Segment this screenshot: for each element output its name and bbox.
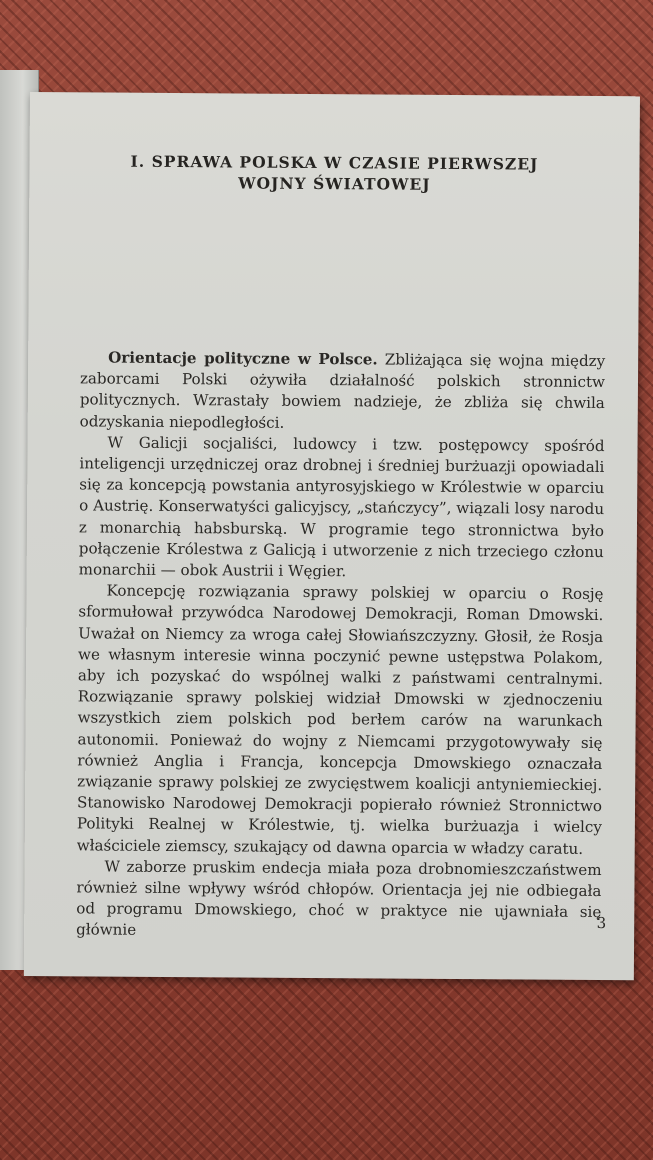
chapter-title: I. SPRAWA POLSKA W CZASIE PIERWSZEJ WOJNY ŚWIATOWEJ: [130, 151, 539, 194]
book-page: [24, 92, 640, 980]
paragraph-1: [80, 347, 606, 435]
paragraph-text: Koncepcję rozwiązania sprawy polskiej w oparciu o Rosję sformułował przywódca Narodowej Demokracji, Roman Dmowski. Uważał on Niemcy za wroga całej Słowiańszczyzny. Głosił, że Rosja we własnym interesie winna poczynić pewne ustępstwa Polakom, aby ich pozyskać do wspólnej walki z państwami centralnymi. Rozwiązanie sprawy polskiej widział Dmowski w zjednoczeniu wszystkich ziem polskich pod berłem carów na warunkach autonomii. Ponieważ do wojny z Niemcami przygotowywały się również Anglia i Francja, koncepcja Dmowskiego oznaczała związanie sprawy polskiej ze zwycięstwem koalicji antyniemieckiej. Stanowisko Narodowej Demokracji popierało również Stronnictwo Polityki Realnej w Królestwie, tj. wielka burżuazja i wielcy właściciele ziemscy, szukający od dawna oparcia w władzy caratu.: [76, 581, 604, 858]
paragraph-text: W zaborze pruskim endecja miała poza drobnomieszczaństwem również silne wpływy wśród chłopów. Orientacja jej nie odbiegała od programu Dmowskiego, choć w praktyce nie ujawniała się głównie: [76, 857, 602, 940]
paragraph-4: [76, 856, 602, 944]
paragraph-text: W Galicji socjaliści, ludowcy i tzw. postępowcy spośród inteligencji urzędniczej oraz drobnej i średniej burżuazji opowiadali się za koncepcją powstania antyrosyjskiego w Królestwie w oparciu o Austrię. Konserwatyści galicyjscy, „stańczycy”, wiązali losy narodu z monarchią habsburską. W programie tego stronnictwa było połączenie Królestwa z Galicją i utworzenie z nich trzeciego członu monarchii — obok Austrii i Węgier.: [78, 433, 605, 581]
page-number: 3: [596, 913, 607, 933]
paragraph-3: [77, 581, 604, 860]
paragraph-2: [79, 432, 605, 584]
body-text: [76, 347, 605, 944]
paragraph-text: Zbliżająca się wojna między zaborcami Polski ożywiła działalność polskich stronnictw politycznych. Wzrastały bowiem nadzieje, że zbliża się chwila odzyskania niepodległości.: [79, 350, 606, 432]
paragraph-lead: Orientacje polityczne w Polsce.: [108, 348, 378, 369]
